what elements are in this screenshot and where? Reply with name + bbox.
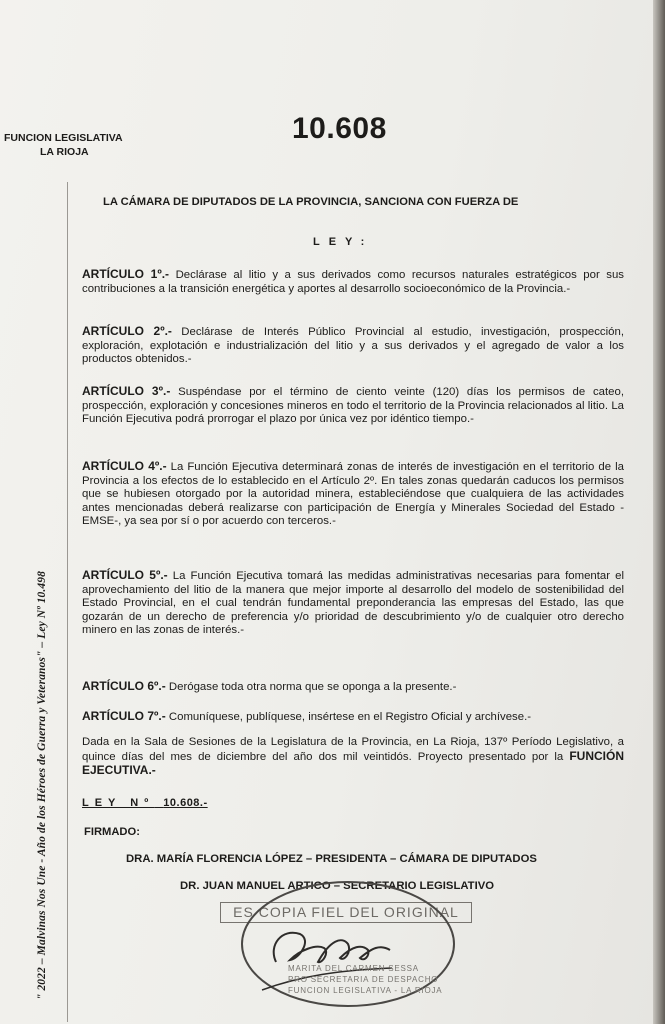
- law-number: 10.608: [292, 112, 387, 145]
- signer-secretary: DR. JUAN MANUEL ARTICO – SECRETARIO LEGISLATIVO: [180, 880, 495, 892]
- ley-number-value: 10.608.-: [163, 797, 208, 809]
- article-4-text: La Función Ejecutiva determinará zonas de interés de investigación en el territorio de la Provincia a los efectos de lo establecido en el Artículo 2º. En tales zonas quedarán caducos los permisos que se hubiesen otorgado por la autoridad minera, estableciéndose que cualquiera de las actividades antes mencionadas deberá realizarse con participación de Energía y Minerales Sociedad del Estado -EMSE-, ya sea por sí o por acuerdo con terceros.-: [82, 461, 624, 528]
- seal-text: [288, 963, 442, 996]
- closing-text: Dada en la Sala de Sesiones de la Legislatura de la Provincia, en La Rioja, 137º Período Legislativo, a quince días del mes de diciembre del año dos mil veintidós. Proyecto presentado por la: [82, 736, 624, 763]
- certified-copy-stamp: ES COPIA FIEL DEL ORIGINAL: [220, 902, 472, 923]
- seal-institution: FUNCION LEGISLATIVA - LA RIOJA: [288, 986, 443, 995]
- ley-title: LEY:: [313, 236, 374, 248]
- article-5-text: La Función Ejecutiva tomará las medidas administrativas necesarias para fomentar el aprovechamiento del litio de la manera que mejor importe al desarrollo del modelo de sostenibilidad del Estado Provincial, en el cual tendrán fundamental preponderancia las empresas del Estado, las que gozarán de un derecho de preferencia y/o prioridad de descubrimiento y/o de cualquier otro derecho minero en las zonas de interés.-: [82, 570, 625, 637]
- article-7-text: Comuníquese, publíquese, insértese en el Registro Oficial y archívese.-: [165, 711, 532, 723]
- handwritten-signature-icon: [274, 933, 390, 962]
- seal-role: PRO SECRETARIA DE DESPACHO: [288, 975, 439, 984]
- institution-province: LA RIOJA: [40, 146, 89, 158]
- article-2-text: Declárase de Interés Público Provincial al estudio, investigación, prospección, exploración, explotación e industrialización del litio y a sus derivados y el agregado de valor a los productos obtenidos.-: [82, 326, 624, 366]
- article-7-label: ARTÍCULO 7º.-: [82, 709, 166, 723]
- seal-name: MARITA DEL CARMEN SESSA: [288, 964, 419, 973]
- article-6-text: Derógase toda otra norma que se oponga a la presente.-: [165, 681, 457, 693]
- article-4-label: ARTÍCULO 4º.-: [82, 459, 167, 473]
- vertical-margin-text: " 2022 – Malvinas Nos Une - Año de los Héroes de Guerra y Veteranos" – Ley Nº 10.498: [36, 571, 48, 1000]
- article-3-label: ARTÍCULO 3º.-: [82, 384, 171, 398]
- article-3-text: Suspéndase por el término de ciento veinte (120) días los permisos de cateo, prospección, exploración y concesiones mineros en todo el territorio de la Provincia relacionados al litio. La Función Ejecutiva podrá prorrogar el plazo por única vez por idéntico tiempo.-: [82, 386, 624, 426]
- institution-name: FUNCION LEGISLATIVA: [4, 132, 123, 144]
- article-6-label: ARTÍCULO 6º.-: [82, 679, 166, 693]
- enactment-heading: LA CÁMARA DE DIPUTADOS DE LA PROVINCIA, SANCIONA CON FUERZA DE: [103, 196, 519, 208]
- signer-president: DRA. MARÍA FLORENCIA LÓPEZ – PRESIDENTA – CÁMARA DE DIPUTADOS: [126, 853, 537, 865]
- article-1-text: Declárase al litio y a sus derivados como recursos naturales estratégicos por sus contribuciones a la transición energética y aportes al desarrollo socioeconómico de la Provincia.-: [82, 269, 625, 295]
- signed-label: FIRMADO:: [84, 826, 140, 838]
- article-1-label: ARTÍCULO 1º.-: [82, 267, 170, 281]
- article-2-label: ARTÍCULO 2º.-: [82, 324, 172, 338]
- article-5-label: ARTÍCULO 5º.-: [82, 568, 168, 582]
- closing-bold: FUNCIÓN EJECUTIVA.-: [82, 748, 624, 778]
- ley-number-prefix: LEY Nº: [82, 797, 155, 809]
